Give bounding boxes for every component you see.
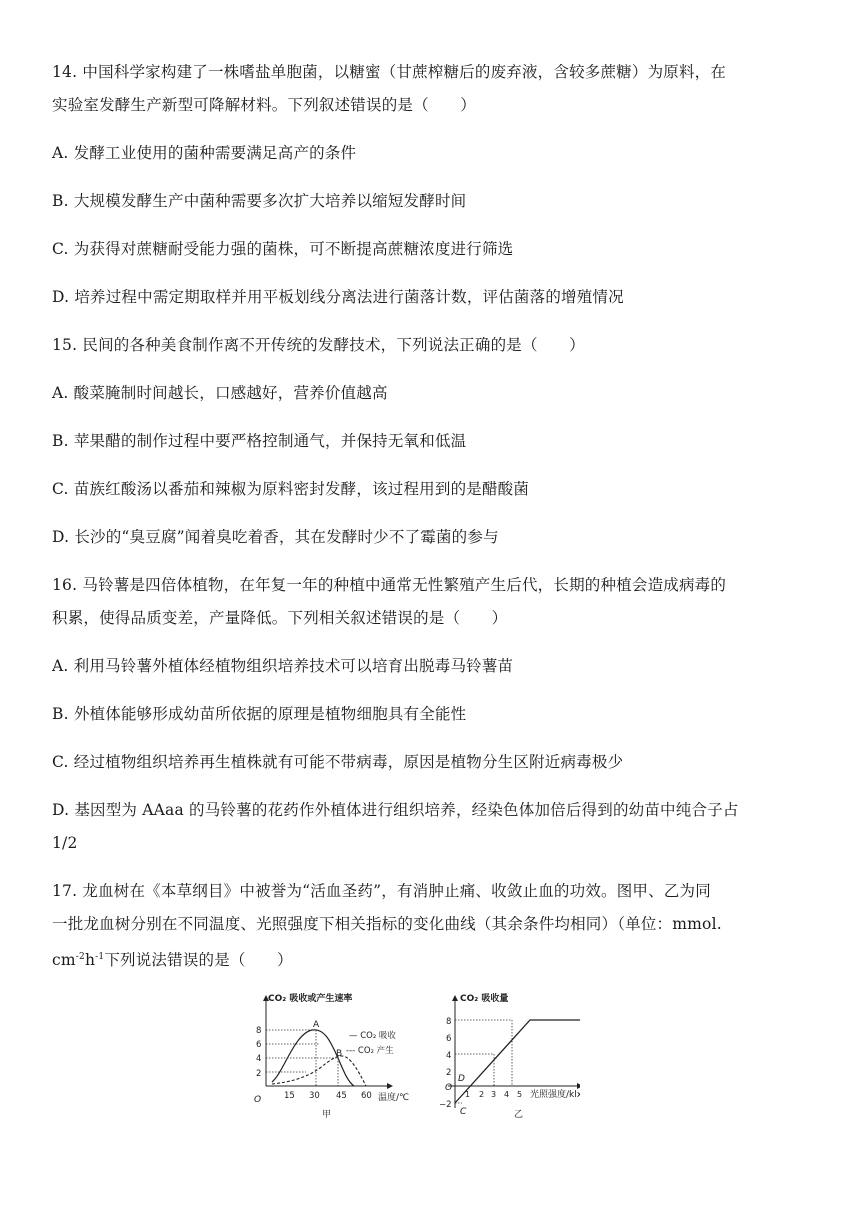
- q17-stem-line3: [52, 947, 293, 970]
- yi-point-c: C: [460, 1107, 467, 1117]
- q16-stem-line1: 16. 马铃薯是四倍体植物，在年复一年的种植中通常无性繁殖产生后代，长期的种植会造成病毒的: [52, 576, 727, 594]
- q15-stem: 15. 民间的各种美食制作离不开传统的发酵技术，下列说法正确的是（ ）: [52, 336, 585, 354]
- q15-option-b: B. 苹果醋的制作过程中要严格控制通气，并保持无氧和低温: [52, 432, 467, 450]
- yi-y-label: CO₂ 吸收量: [460, 994, 509, 1004]
- q16-option-d-line2: 1/2: [52, 834, 78, 852]
- jia-xtick-60: 60: [361, 1091, 372, 1101]
- q14-option-a: A. 发酵工业使用的菌种需要满足高产的条件: [52, 144, 357, 162]
- yi-xtick-1: 1: [465, 1090, 471, 1099]
- unit-exp-1: -2: [75, 952, 85, 962]
- q14-stem-line1: 14. 中国科学家构建了一株嗜盐单胞菌，以糖蜜（甘蔗榨糖后的废弃液，含较多蔗糖）为原料，在: [52, 63, 727, 81]
- unit-cm: cm: [52, 951, 76, 970]
- yi-ytick-6: 6: [446, 1034, 452, 1044]
- figure-yi: [439, 992, 580, 1120]
- q14-option-d: D. 培养过程中需定期取样并用平板划线分离法进行菌落计数，评估菌落的增殖情况: [52, 288, 624, 306]
- yi-x-label: 光照强度/klx: [530, 1090, 580, 1100]
- q14-option-c: C. 为获得对蔗糖耐受能力强的菌株，可不断提高蔗糖浓度进行筛选: [52, 240, 514, 258]
- q16-option-d-line1: D. 基因型为 AAaa 的马铃薯的花药作外植体进行组织培养，经染色体加倍后得到的幼苗中纯合子占: [52, 801, 739, 819]
- yi-caption: 乙: [514, 1110, 524, 1120]
- jia-ytick-4: 4: [256, 1054, 262, 1064]
- yi-ytick-neg2: −2: [439, 1100, 452, 1110]
- yi-ytick-8: 8: [446, 1017, 452, 1027]
- jia-point-b: B: [336, 1049, 343, 1059]
- yi-xtick-3: 3: [491, 1090, 497, 1099]
- jia-point-a: A: [313, 1020, 320, 1030]
- yi-xtick-5: 5: [517, 1090, 523, 1099]
- q14-stem-line2: 实验室发酵生产新型可降解材料。下列叙述错误的是（ ）: [52, 96, 476, 114]
- yi-xtick-4: 4: [504, 1090, 510, 1099]
- jia-ytick-6: 6: [256, 1040, 262, 1050]
- jia-caption: 甲: [322, 1110, 332, 1120]
- yi-xtick-2: 2: [479, 1090, 485, 1099]
- figure-svg: [250, 990, 580, 1120]
- q16-option-c: C. 经过植物组织培养再生植株就有可能不带病毒，原因是植物分生区附近病毒极少: [52, 753, 624, 771]
- yi-origin: O: [445, 1083, 453, 1093]
- jia-xtick-30: 30: [309, 1091, 320, 1101]
- yi-point-d: D: [458, 1074, 465, 1084]
- q16-stem-line2: 积累，使得品质变差，产量降低。下列相关叙述错误的是（ ）: [52, 609, 508, 627]
- unit-exp-2: -1: [95, 952, 105, 962]
- figure-jia: [254, 992, 409, 1120]
- jia-xtick-15: 15: [284, 1091, 295, 1101]
- unit-h: h: [84, 951, 96, 970]
- jia-ytick-8: 8: [256, 1026, 262, 1036]
- jia-x-label: 温度/℃: [378, 1093, 410, 1103]
- jia-ytick-2: 2: [256, 1069, 262, 1079]
- yi-ytick-2: 2: [446, 1068, 452, 1078]
- jia-legend-produce: --- CO₂ 产生: [346, 1046, 394, 1056]
- q17-stem-line1: 17. 龙血树在《本草纲目》中被誉为“活血圣药”，有消肿止痛、收敛止血的功效。图甲、乙为同: [52, 882, 711, 900]
- q16-option-a: A. 利用马铃薯外植体经植物组织培养技术可以培育出脱毒马铃薯苗: [52, 657, 514, 675]
- q17-stem-tail: 下列说法错误的是（ ）: [104, 951, 293, 970]
- figure-pair: [250, 990, 580, 1120]
- jia-y-label: CO₂ 吸收或产生速率: [268, 994, 353, 1004]
- q14-option-b: B. 大规模发酵生产中菌种需要多次扩大培养以缩短发酵时间: [52, 192, 467, 210]
- q17-stem-line2: 一批龙血树分别在不同温度、光照强度下相关指标的变化曲线（其余条件均相同）（单位：mmol.: [52, 915, 722, 933]
- q15-option-d: D. 长沙的“臭豆腐”闻着臭吃着香，其在发酵时少不了霉菌的参与: [52, 528, 499, 546]
- q15-option-a: A. 酸菜腌制时间越长，口感越好，营养价值越高: [52, 384, 388, 402]
- jia-origin: O: [254, 1095, 262, 1105]
- jia-legend-absorb: — CO₂ 吸收: [349, 1031, 396, 1041]
- q15-option-c: C. 苗族红酸汤以番茄和辣椒为原料密封发酵，该过程用到的是醋酸菌: [52, 480, 530, 498]
- q16-option-b: B. 外植体能够形成幼苗所依据的原理是植物细胞具有全能性: [52, 705, 467, 723]
- jia-xtick-45: 45: [336, 1091, 347, 1101]
- yi-ytick-4: 4: [446, 1051, 452, 1061]
